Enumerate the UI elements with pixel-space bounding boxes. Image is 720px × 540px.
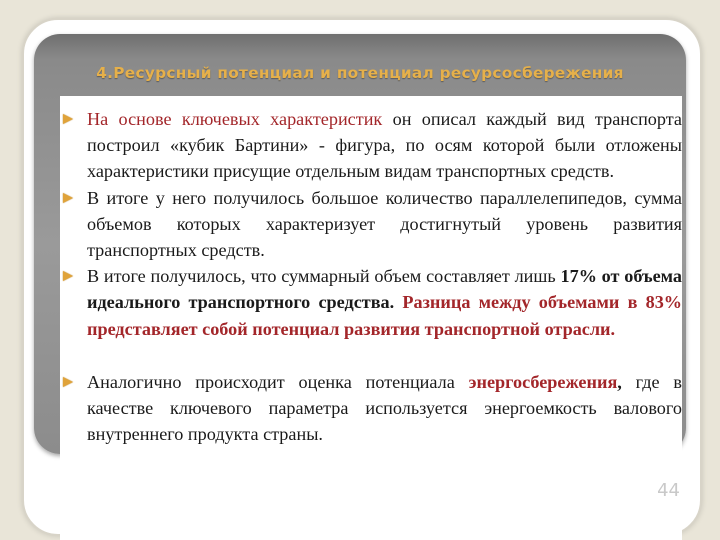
bullet-text: Аналогично происходит оценка потенциала xyxy=(87,371,469,392)
bullet-text: В итоге получилось, что суммарный объем составляет лишь xyxy=(87,266,561,287)
bullet-arrow-icon xyxy=(63,271,73,281)
bullet-item xyxy=(60,185,682,264)
comma: , xyxy=(617,371,622,392)
red-bold-word: энергосбережения xyxy=(468,371,618,392)
bullet-item xyxy=(60,106,682,185)
bullet-text: где в качестве ключевого параметра используется энергоемкость валового внутреннего продукта страны. xyxy=(87,371,682,445)
bold-percent-text: 17% от объема идеального транспортного средства. xyxy=(87,266,682,313)
bullet-arrow-icon xyxy=(63,114,73,124)
slide-content xyxy=(60,96,682,540)
bullet-item xyxy=(60,369,682,448)
slide-title: 4.Ресурсный потенциал и потенциал ресурсосбережения xyxy=(96,64,624,82)
bullet-text: В итоге у него получилось большое количество параллелепипедов, сумма объемов которых характеризует достигнутый уровень развития транспортных средств. xyxy=(87,187,682,261)
bullet-text: он описал каждый вид транспорта построил «кубик Бартини» - фигура, по осям которой были отложены характеристики присущие отдельным видам транспортных средств. xyxy=(87,109,682,182)
red-bold-text: Разница между объемами в 83% представляет собой потенциал развития транспортной отрасли. xyxy=(87,292,682,339)
bullet-arrow-icon xyxy=(63,377,73,387)
red-lead-text: На основе ключевых характеристик xyxy=(87,109,383,129)
bullet-item xyxy=(60,263,682,342)
bullet-arrow-icon xyxy=(63,193,73,203)
page-number: 44 xyxy=(657,480,680,501)
